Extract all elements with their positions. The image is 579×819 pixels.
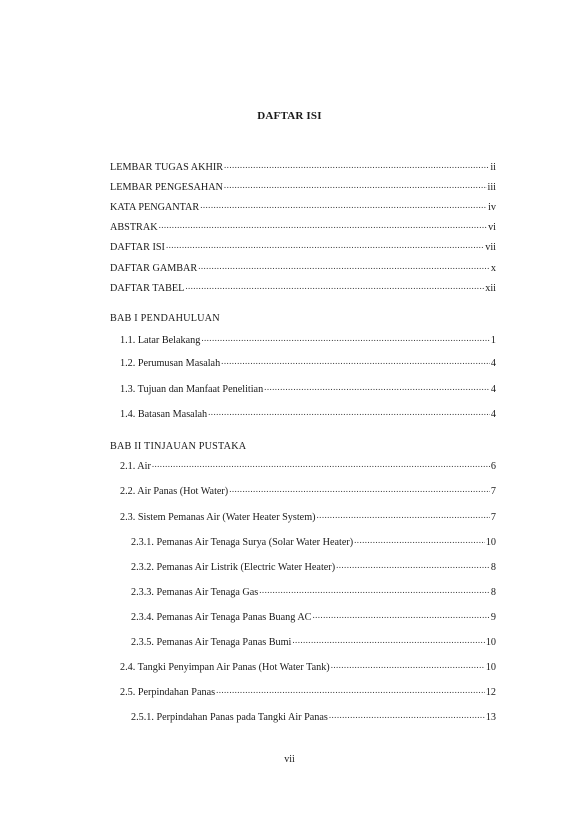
leader-dots	[198, 261, 490, 271]
toc-entry-label: 2.3.3. Pemanas Air Tenaga Gas	[131, 587, 259, 598]
toc-entry-page: 7	[490, 486, 496, 497]
toc-entry-label: DAFTAR GAMBAR	[110, 263, 198, 274]
toc-entry-label: 2.5. Perpindahan Panas	[120, 687, 216, 698]
toc-entry-label: 2.3.5. Pemanas Air Tenaga Panas Bumi	[131, 637, 292, 648]
leader-dots	[201, 333, 490, 343]
toc-entry	[110, 160, 496, 174]
toc-entry-label: 2.5.1. Perpindahan Panas pada Tangki Air Panas	[131, 712, 328, 723]
toc-entry-page: iv	[488, 202, 496, 213]
leader-dots	[200, 200, 487, 210]
leader-dots	[224, 160, 489, 170]
toc-entry-page: 10	[485, 537, 496, 548]
toc-entry-label: 2.3. Sistem Pemanas Air (Water Heater System)	[120, 512, 316, 523]
toc-entry-page: iii	[487, 182, 496, 193]
toc-entry-label: 1.3. Tujuan dan Manfaat Penelitian	[120, 384, 264, 395]
toc-entry	[131, 560, 496, 574]
toc-entry	[131, 610, 496, 624]
toc-entry-label: ABSTRAK	[110, 222, 158, 233]
toc-entry-page: 7	[490, 512, 496, 523]
leader-dots	[224, 180, 487, 190]
toc-entry-page: 6	[490, 461, 496, 472]
leader-dots	[166, 240, 484, 250]
toc-entry	[120, 685, 496, 699]
toc-entry	[131, 585, 496, 599]
leader-dots	[312, 610, 489, 620]
chapter-heading-label: BAB I PENDAHULUAN	[110, 313, 220, 324]
toc-entry-label: 2.3.4. Pemanas Air Tenaga Panas Buang AC	[131, 612, 312, 623]
toc-entry-label: 2.2. Air Panas (Hot Water)	[120, 486, 229, 497]
toc-entry-label: 2.1. Air	[120, 461, 151, 472]
page-number: vii	[284, 754, 295, 765]
toc-entry-label: 2.3.1. Pemanas Air Tenaga Surya (Solar Water Heater)	[131, 537, 354, 548]
toc-entry-page: 8	[490, 587, 496, 598]
toc-entry-page: 4	[490, 409, 496, 420]
toc-entry-page: 13	[485, 712, 496, 723]
leader-dots	[264, 382, 490, 392]
toc-entry	[120, 407, 496, 421]
toc-entry-page: 10	[485, 662, 496, 673]
toc-entry-page: 4	[490, 384, 496, 395]
toc-entry-page: vii	[485, 242, 496, 253]
toc-entry-label: 2.4. Tangki Penyimpan Air Panas (Hot Water Tank)	[120, 662, 330, 673]
toc-entry-label: KATA PENGANTAR	[110, 202, 200, 213]
toc-entry-label: 1.2. Perumusan Masalah	[120, 358, 221, 369]
toc-entry	[120, 333, 496, 347]
toc-entry	[110, 200, 496, 214]
leader-dots	[185, 281, 484, 291]
toc-entry	[131, 635, 496, 649]
toc-entry	[110, 261, 496, 275]
toc-entry-label: DAFTAR ISI	[110, 242, 165, 253]
chapter-heading	[110, 440, 496, 453]
toc-entry-page: vi	[488, 222, 496, 233]
toc-entry-page: x	[490, 263, 496, 274]
toc-entry-page: 9	[490, 612, 496, 623]
toc-entry	[110, 240, 496, 254]
leader-dots	[317, 510, 490, 520]
toc-entry-page: 12	[485, 687, 496, 698]
toc-entry-label: 1.4. Batasan Masalah	[120, 409, 208, 420]
leader-dots	[229, 484, 490, 494]
toc-entry-label: 2.3.2. Pemanas Air Listrik (Electric Water Heater)	[131, 562, 336, 573]
toc-entry-label: 1.1. Latar Belakang	[120, 335, 201, 346]
leader-dots	[159, 220, 488, 230]
toc-entry-page: ii	[490, 162, 496, 173]
toc-entry	[120, 510, 496, 524]
leader-dots	[331, 660, 485, 670]
toc-entry-label: LEMBAR PENGESAHAN	[110, 182, 223, 193]
chapter-heading-label: BAB II TINJAUAN PUSTAKA	[110, 441, 247, 452]
leader-dots	[221, 356, 490, 366]
toc-entry-page: 4	[490, 358, 496, 369]
page-title: DAFTAR ISI	[257, 110, 322, 122]
toc-entry	[120, 459, 496, 473]
leader-dots	[354, 535, 485, 545]
toc-entry-page: xii	[485, 283, 496, 294]
leader-dots	[216, 685, 485, 695]
toc-entry-page: 1	[490, 335, 496, 346]
leader-dots	[336, 560, 490, 570]
toc-entry-page: 8	[490, 562, 496, 573]
toc-entry-page: 10	[485, 637, 496, 648]
toc-entry-label: LEMBAR TUGAS AKHIR	[110, 162, 224, 173]
toc-entry	[120, 484, 496, 498]
toc-entry-label: DAFTAR TABEL	[110, 283, 185, 294]
toc-entry	[110, 220, 496, 234]
toc-entry	[131, 710, 496, 724]
leader-dots	[329, 710, 485, 720]
toc-entry	[131, 535, 496, 549]
leader-dots	[259, 585, 490, 595]
toc-entry	[120, 356, 496, 370]
toc-entry	[110, 281, 496, 295]
leader-dots	[152, 459, 490, 469]
chapter-heading	[110, 312, 496, 325]
toc-entry	[120, 382, 496, 396]
leader-dots	[208, 407, 490, 417]
leader-dots	[292, 635, 484, 645]
toc-entry	[120, 660, 496, 674]
toc-entry	[110, 180, 496, 194]
